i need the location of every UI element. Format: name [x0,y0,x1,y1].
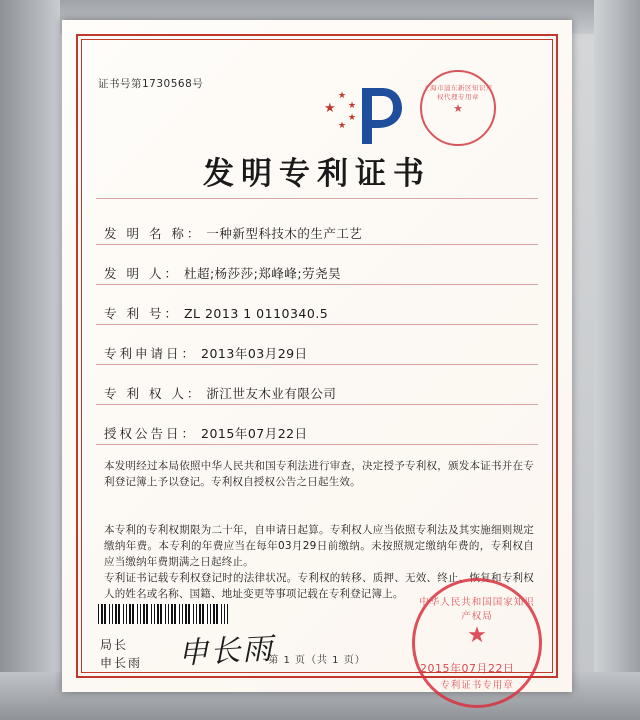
paragraph-1: 本发明经过本局依照中华人民共和国专利法进行审查，决定授予专利权，颁发本证书并在专利登记簿上予以登记。专利权自授权公告之日起生效。 [104,460,534,488]
paragraph-2: 本专利的专利权期限为二十年，自申请日起算。专利权人应当依照专利法及其实施细则规定缴纳年费。本专利的年费应当在每年03月29日前缴纳。未按照规定缴纳年费的，专利权自应当缴纳年费期满之日起终止。 [104,524,534,568]
paragraph-3: 专利证书记载专利权登记时的法律状况。专利权的转移、质押、无效、终止、恢复和专利权人的姓名或名称、国籍、地址变更等事项记载在专利登记簿上。 [104,572,534,600]
director-name: 申长雨 [100,656,143,670]
director-signature: 申长雨 [177,631,276,672]
field-label: 发 明 人： [104,266,180,281]
field-value: 杜超;杨莎莎;郑峰峰;劳尧昊 [183,266,342,281]
field-application-date [104,344,308,362]
field-value: ZL 2013 1 0110340.5 [183,306,329,321]
certificate-content [90,48,544,691]
background-left [0,0,60,720]
field-grant-date [104,424,308,442]
seal-top-text: 中华人民共和国国家知识产权局 [419,597,535,622]
field-label: 专 利 号： [104,306,180,321]
page-footer: 第 1 页（共 1 页） [268,655,366,666]
background-right [594,0,640,720]
letter-p-icon [356,86,402,144]
seal-bottom-text: 专利证书专用章 [440,680,514,691]
field-value: 2013年03月29日 [201,346,308,361]
field-label: 专 利 权 人： [104,386,203,401]
field-value: 2015年07月22日 [201,426,308,441]
field-patent-number [104,304,328,322]
patent-logo-icon [322,84,408,146]
field-patentee [104,384,336,402]
director-label: 局长 [100,638,129,652]
divider [96,444,538,445]
barcode [98,604,228,624]
seal-star-icon: ★ [453,102,463,115]
field-value: 一种新型科技木的生产工艺 [206,226,363,241]
divider [96,284,538,285]
field-invention-name [104,224,362,242]
field-value: 浙江世友木业有限公司 [206,386,337,401]
seal-date: 2015年07月22日 [420,662,515,675]
certificate-sheet [62,20,572,692]
divider [96,364,538,365]
field-label: 专利申请日： [104,346,198,361]
stars-icon: ★ ★ ★ ★ ★ [324,91,357,131]
field-label: 发 明 名 称： [104,226,203,241]
divider [96,324,538,325]
page-title: 发明专利证书 [203,156,431,192]
agency-seal: 上海市浦东新区知识产权代理专用章 ★ [420,70,496,146]
field-label: 授权公告日： [104,426,198,441]
certificate-number: 证书号第1730568号 [98,78,204,90]
divider [96,244,538,245]
field-inventors [104,264,341,282]
seal-star-icon: ★ [467,623,487,648]
divider [96,404,538,405]
official-seal [412,578,542,708]
divider [96,198,538,199]
